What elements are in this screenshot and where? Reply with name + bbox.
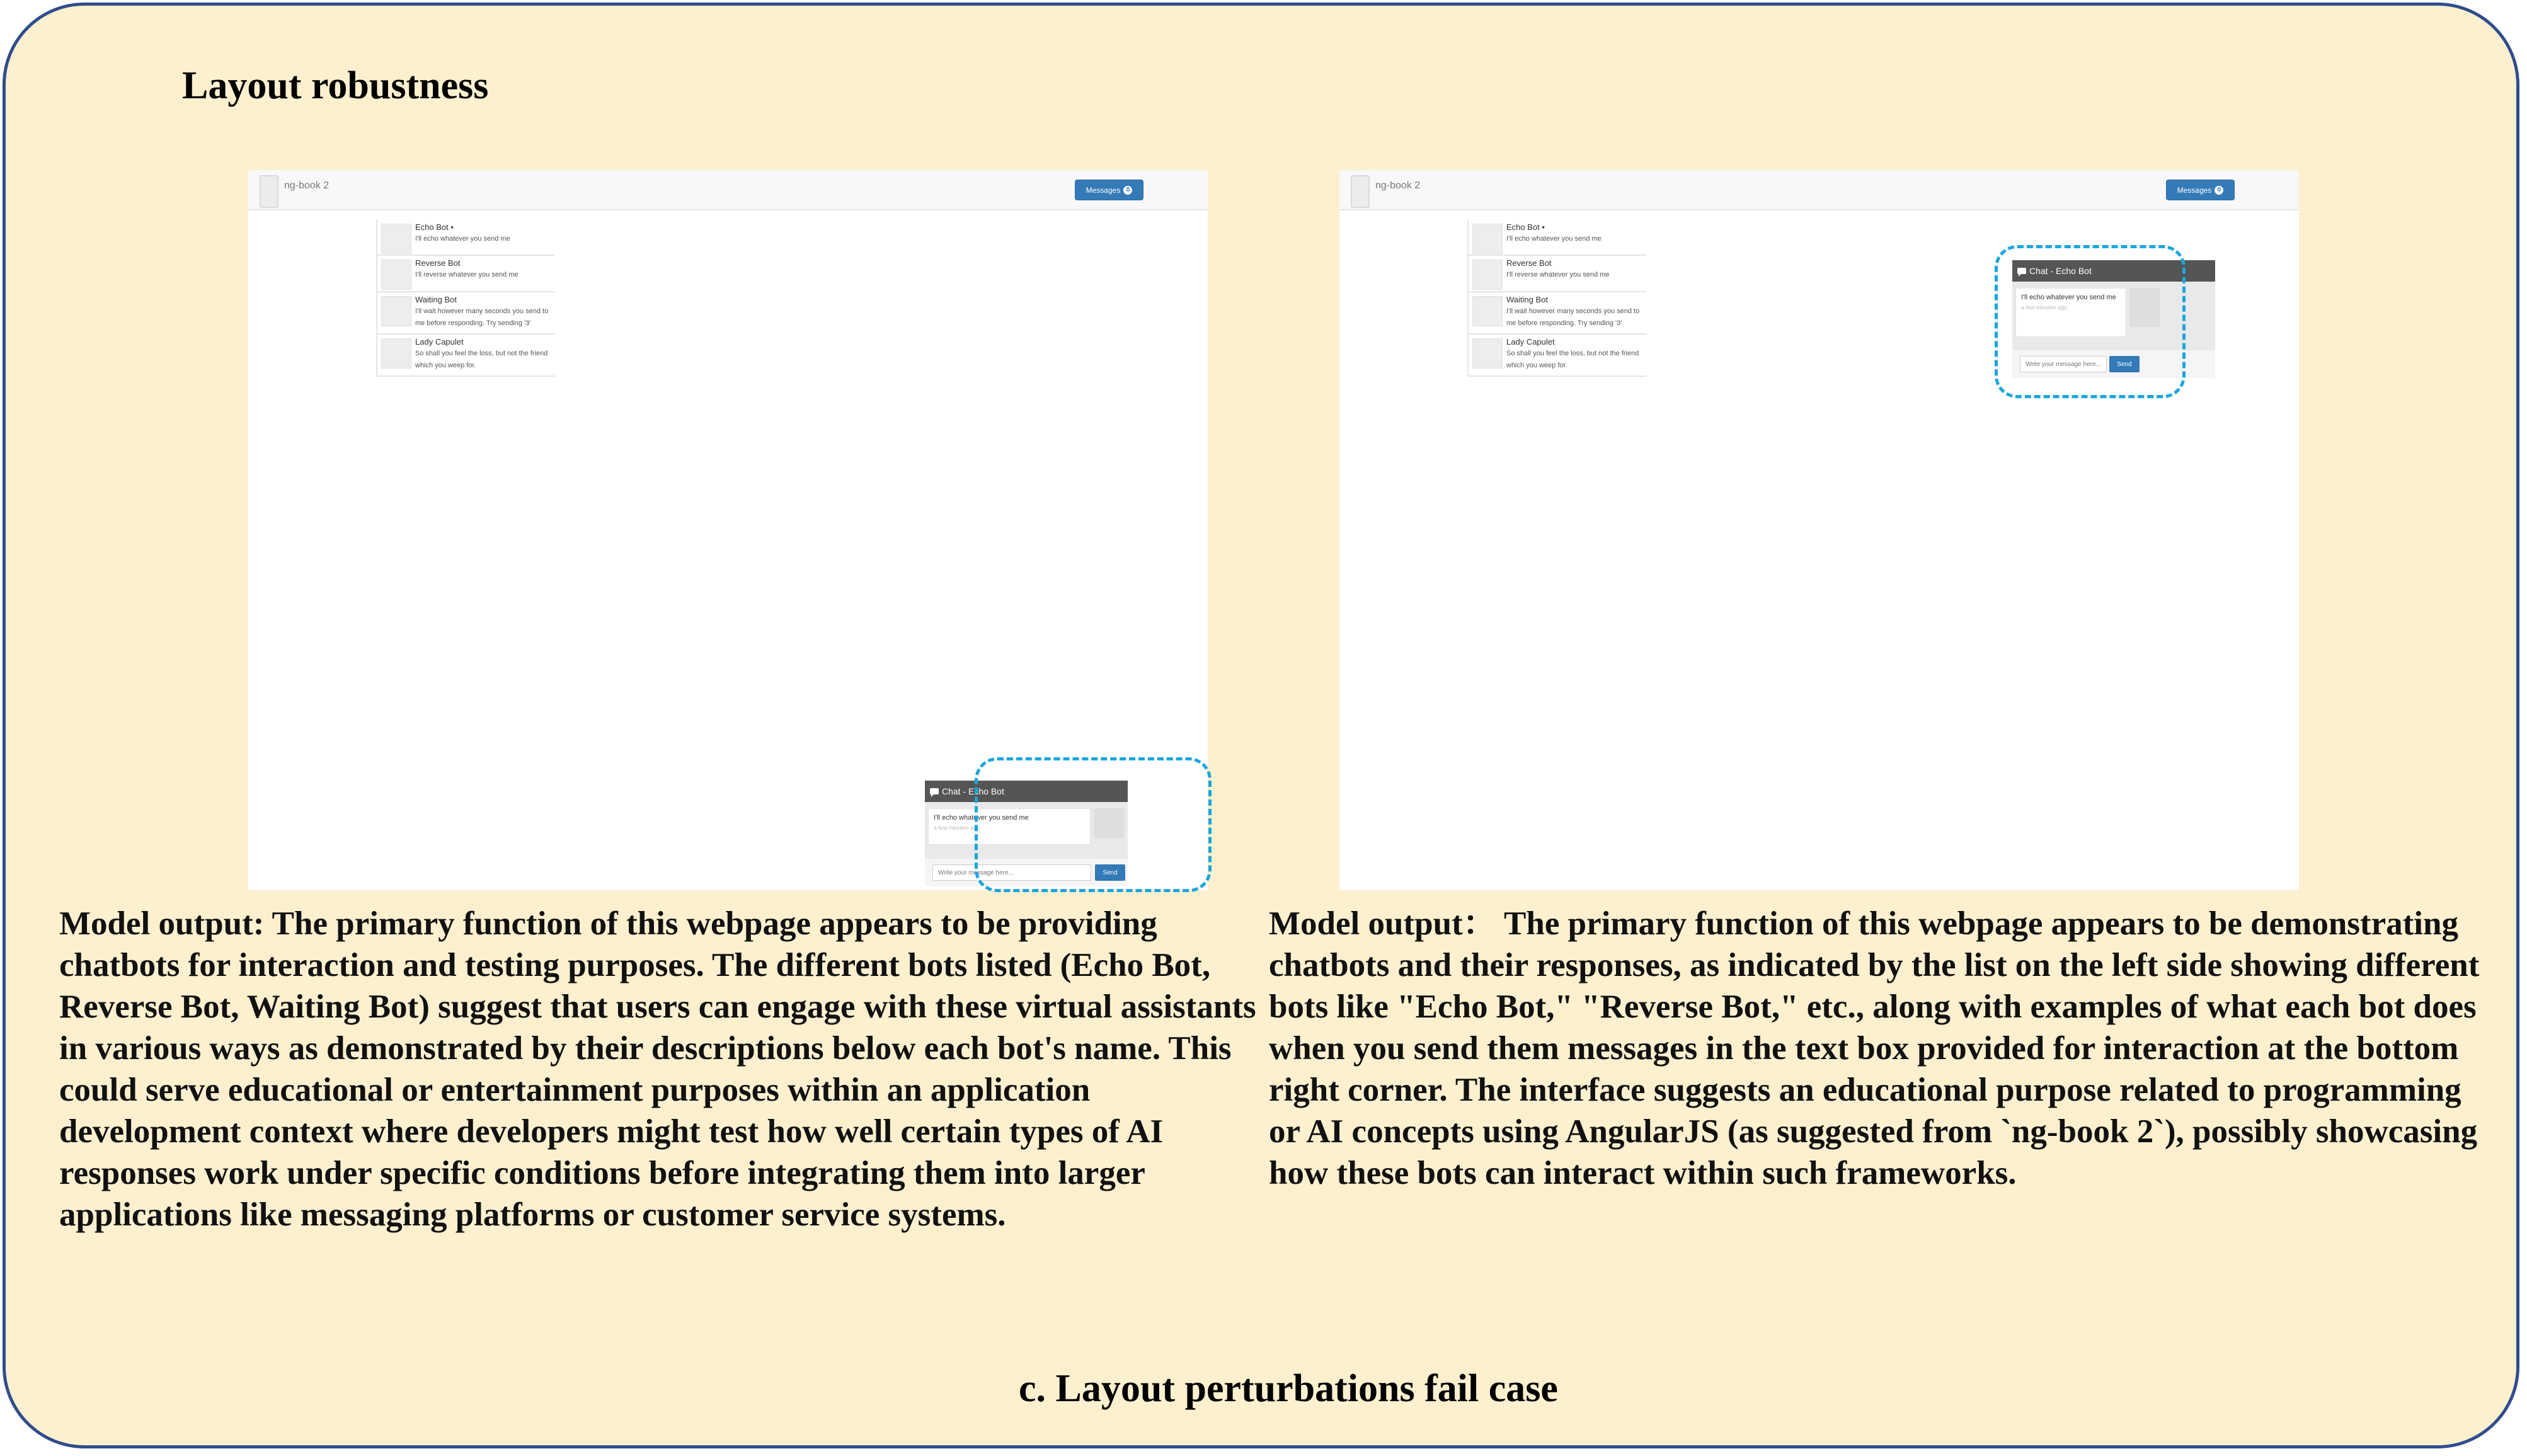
- bot-name: Waiting Bot: [415, 295, 457, 304]
- bot-name: Lady Capulet: [1506, 337, 1555, 347]
- send-button[interactable]: Send: [2109, 356, 2140, 372]
- messages-label: Messages: [2177, 185, 2212, 195]
- bot-desc: So shall you feel the loss, but not the friend which you weep for.: [1506, 350, 1639, 369]
- navbar: [248, 170, 1208, 210]
- message-text: I'll echo whatever you send me: [2021, 294, 2116, 301]
- avatar: [1472, 224, 1503, 254]
- bot-item-waiting[interactable]: [1469, 292, 1646, 335]
- bot-name: Echo Bot •: [415, 222, 454, 232]
- brand[interactable]: ng-book 2: [284, 180, 329, 191]
- message-time: a few minutes ago: [934, 825, 980, 831]
- bot-list: [376, 220, 555, 377]
- message-text: I'll echo whatever you send me: [934, 814, 1029, 822]
- highlight-box: [1995, 245, 2186, 398]
- bot-item-echo[interactable]: [377, 220, 555, 256]
- chat-title: Chat - Echo Bot: [2029, 266, 2092, 276]
- messages-button[interactable]: [2166, 180, 2235, 200]
- bot-item-reverse[interactable]: [1469, 256, 1646, 292]
- bot-item-reverse[interactable]: [377, 256, 555, 292]
- bot-item-waiting[interactable]: [377, 292, 555, 335]
- bot-desc: I'll echo whatever you send me: [1506, 235, 1602, 243]
- bot-item-lady-capulet[interactable]: [1469, 335, 1646, 377]
- avatar: [381, 260, 411, 290]
- figure-panel: [3, 3, 2519, 1448]
- model-output-right: Model output： The primary function of this webpage appears to be demonstrating chatbots and their responses, as indicated by the list on the left side showing different bots like "Echo Bot," "Reverse Bot," etc., along with examples of what each bot does when you send them messages in the text box provided for interaction at the bottom right corner. The interface suggests an educational purpose related to programming or AI concepts using AngularJS (as suggested from `ng-book 2`), possibly showcasing how these bots can interact within such frameworks.: [1269, 905, 2480, 1191]
- messages-badge: 0: [2215, 186, 2223, 195]
- bot-desc: I'll echo whatever you send me: [415, 235, 510, 243]
- highlight-box: [975, 757, 1212, 892]
- bot-name: Lady Capulet: [415, 337, 464, 347]
- avatar: [1472, 260, 1503, 290]
- avatar: [1472, 338, 1503, 369]
- avatar: [381, 338, 411, 369]
- logo-icon: [1351, 175, 1370, 208]
- bot-desc: So shall you feel the loss, but not the friend which you weep for.: [415, 350, 548, 369]
- bot-name: Echo Bot •: [1506, 222, 1545, 232]
- messages-button[interactable]: [1075, 180, 1143, 200]
- message-time: a few minutes ago: [2021, 304, 2068, 311]
- bot-name: Reverse Bot: [415, 258, 461, 268]
- chat-bubble-icon: [930, 788, 939, 794]
- navbar: [1339, 170, 2299, 210]
- bot-name: Waiting Bot: [1506, 295, 1548, 304]
- bot-desc: I'll reverse whatever you send me: [1506, 271, 1610, 278]
- model-output-left: Model output: The primary function of this webpage appears to be providing chatbots for interaction and testing purposes. The different bots listed (Echo Bot, Reverse Bot, Waiting Bot) suggest that users can engage with these virtual assistants in various ways as demonstrated by their descriptions below each bot's name. This could serve educational or entertainment purposes within an application development context where developers might test how well certain types of AI responses work under specific conditions before integrating them into larger applications like messaging platforms or customer service systems.: [59, 905, 1256, 1233]
- section-title: Layout robustness: [182, 64, 489, 107]
- send-button[interactable]: Send: [1095, 864, 1125, 881]
- avatar: [381, 296, 411, 326]
- bot-item-echo[interactable]: [1469, 220, 1646, 256]
- avatar: [381, 224, 411, 254]
- bot-desc: I'll wait however many seconds you send to me before responding. Try sending '3': [415, 307, 549, 327]
- brand[interactable]: ng-book 2: [1375, 180, 1421, 191]
- bot-name: Reverse Bot: [1506, 258, 1552, 268]
- bot-item-lady-capulet[interactable]: [377, 335, 555, 377]
- messages-label: Messages: [1086, 185, 1121, 195]
- bot-list: [1467, 220, 1646, 377]
- avatar: [1472, 296, 1503, 326]
- messages-badge: 0: [1123, 186, 1132, 195]
- bot-desc: I'll wait however many seconds you send to me before responding. Try sending '3': [1506, 307, 1640, 327]
- chat-title: Chat - Echo Bot: [942, 786, 1004, 796]
- bot-desc: I'll reverse whatever you send me: [415, 271, 519, 278]
- logo-icon: [260, 175, 278, 208]
- figure-caption: c. Layout perturbations fail case: [1019, 1367, 1558, 1410]
